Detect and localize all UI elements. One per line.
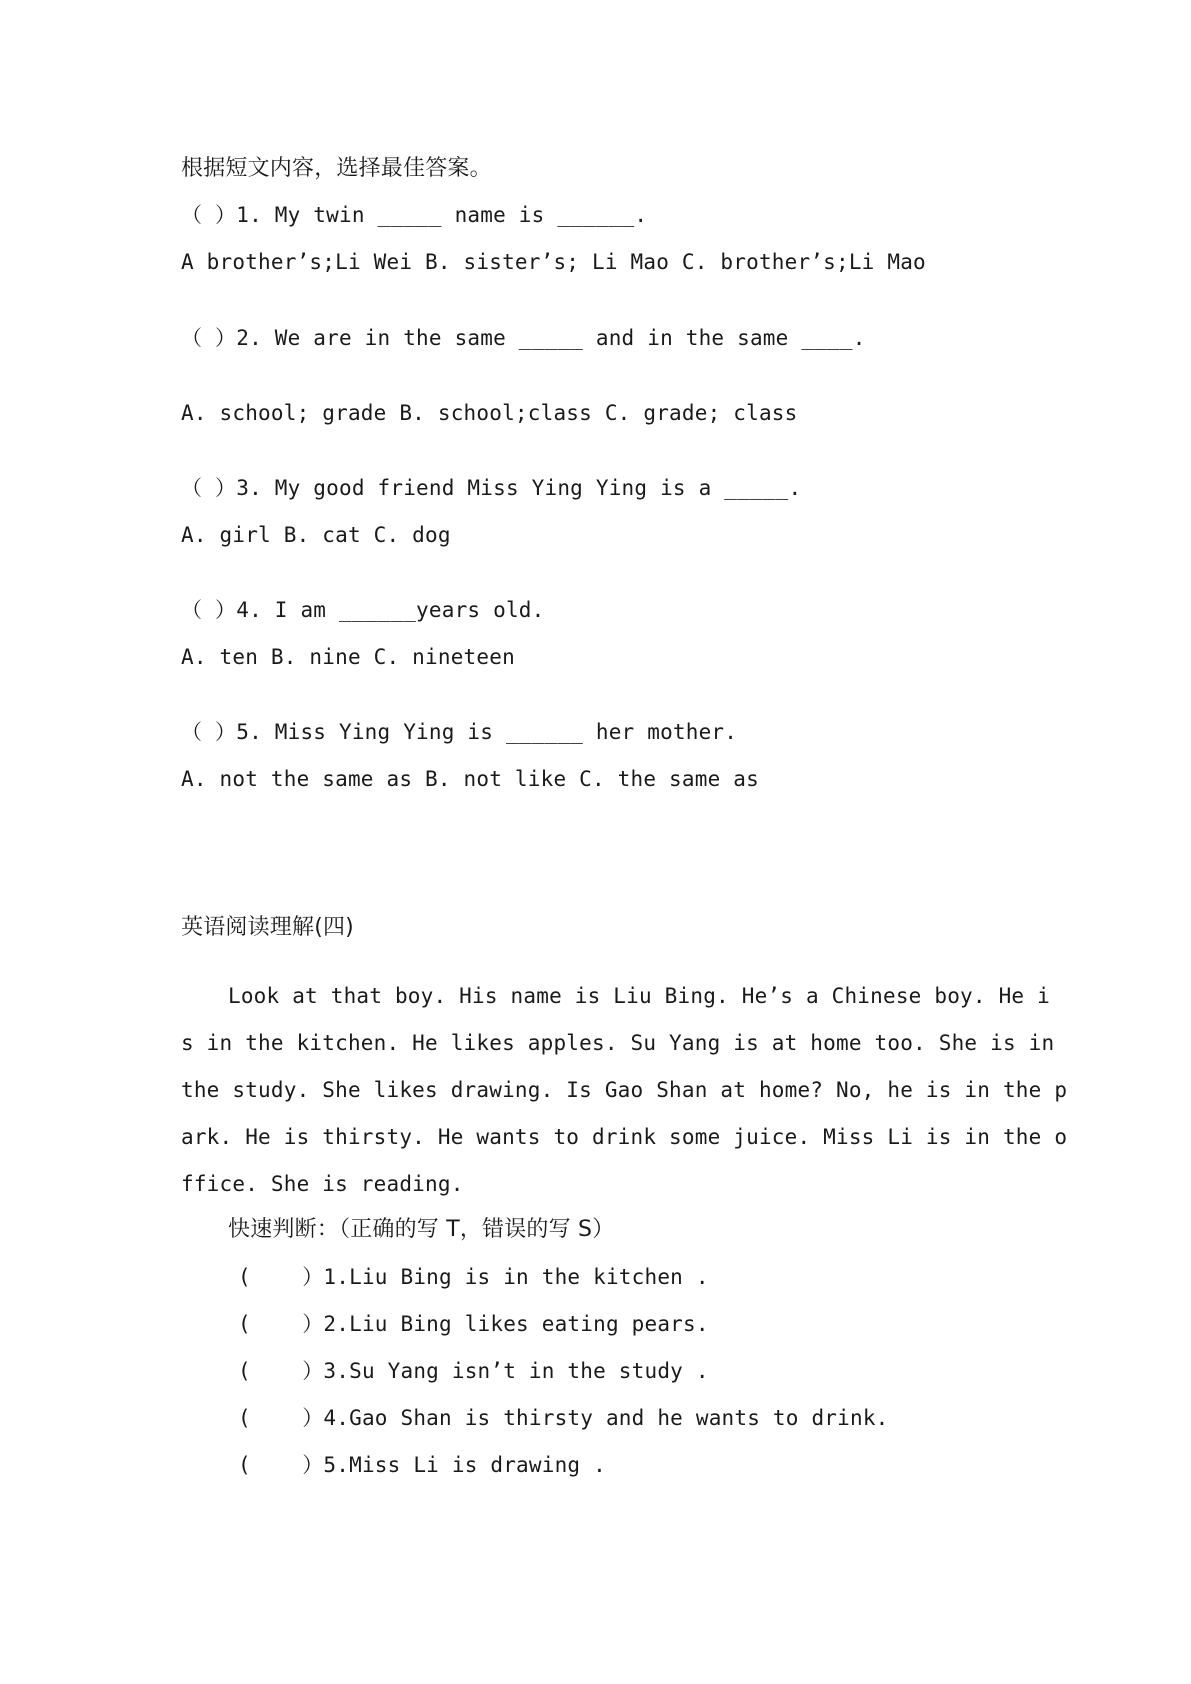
statement-4: ( ）4.Gao Shan is thirsty and he wants to drink. bbox=[238, 1406, 889, 1430]
question-2-options: A. school; grade B. school;class C. grade; class bbox=[181, 401, 798, 425]
statement-5: ( ）5.Miss Li is drawing . bbox=[238, 1453, 606, 1477]
question-5-stem: （ ）5. Miss Ying Ying is ______ her mother. bbox=[181, 720, 738, 744]
question-5-options: A. not the same as B. not like C. the same as bbox=[181, 767, 759, 791]
statement-1: ( ）1.Liu Bing is in the kitchen . bbox=[238, 1265, 709, 1289]
statement-3: ( ）3.Su Yang isn’t in the study . bbox=[238, 1359, 709, 1383]
section2-title: 英语阅读理解(四) bbox=[181, 915, 354, 940]
passage-line-1: Look at that boy. His name is Liu Bing. He’s a Chinese boy. He i bbox=[228, 984, 1050, 1008]
question-4-stem: （ ）4. I am ______years old. bbox=[181, 598, 545, 622]
question-3-stem: （ ）3. My good friend Miss Ying Ying is a _____. bbox=[181, 476, 802, 500]
question-1-stem: （ ）1. My twin _____ name is ______. bbox=[181, 203, 648, 227]
question-4-options: A. ten B. nine C. nineteen bbox=[181, 645, 515, 669]
passage-line-5: ffice. She is reading. bbox=[181, 1172, 464, 1196]
section1-heading: 根据短文内容，选择最佳答案。 bbox=[181, 156, 492, 181]
question-1-options: A brother’s;Li Wei B. sister’s; Li Mao C. brother’s;Li Mao bbox=[181, 250, 926, 274]
question-2-stem: （ ）2. We are in the same _____ and in the same ____. bbox=[181, 326, 866, 350]
statement-2: ( ）2.Liu Bing likes eating pears. bbox=[238, 1312, 709, 1336]
passage-line-2: s in the kitchen. He likes apples. Su Yang is at home too. She is in bbox=[181, 1031, 1055, 1055]
passage-line-4: ark. He is thirsty. He wants to drink some juice. Miss Li is in the o bbox=[181, 1125, 1068, 1149]
passage-line-3: the study. She likes drawing. Is Gao Shan at home? No, he is in the p bbox=[181, 1078, 1068, 1102]
judgement-instruction: 快速判断：（正确的写 T，错误的写 S） bbox=[228, 1217, 615, 1242]
question-3-options: A. girl B. cat C. dog bbox=[181, 523, 451, 547]
